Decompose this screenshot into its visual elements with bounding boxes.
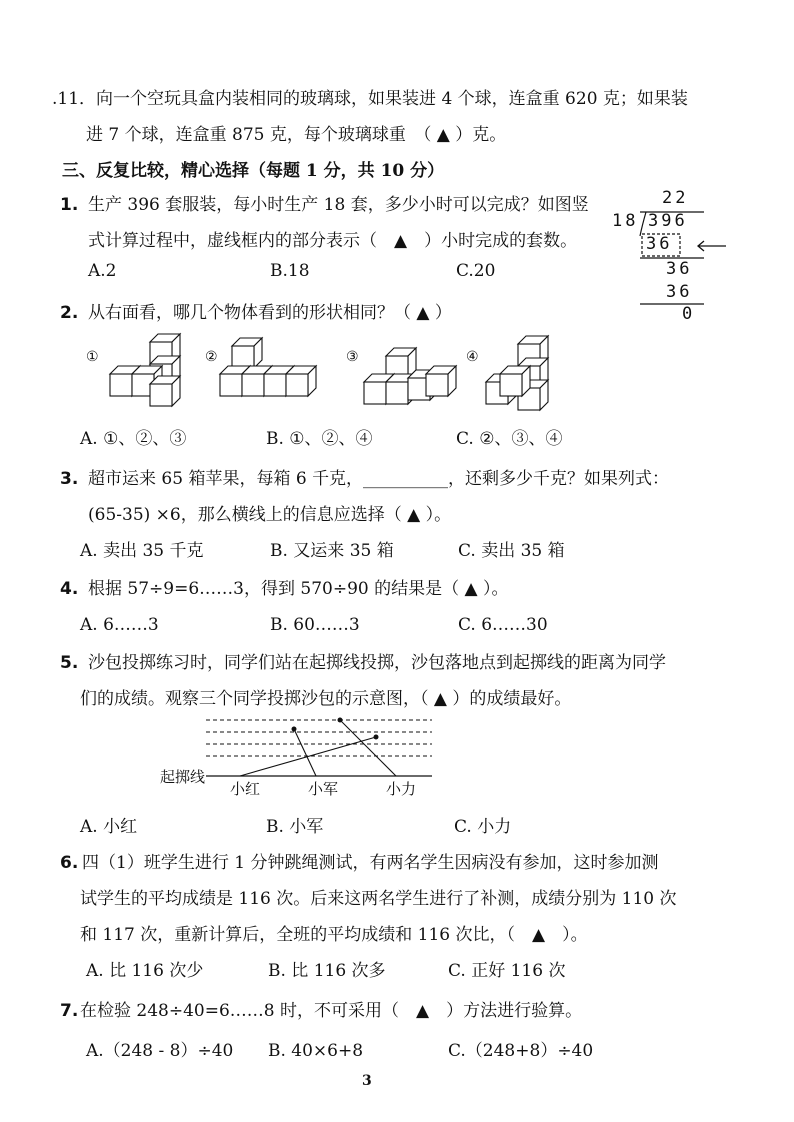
- name-xiaojun: 小军: [308, 780, 339, 798]
- q7-number: 7.: [60, 1001, 79, 1021]
- q5-option-b: B. 小军: [266, 817, 324, 837]
- q6-option-b: B. 比 116 次多: [268, 961, 386, 981]
- q5-line1: 沙包投掷练习时，同学们站在起掷线投掷，沙包落地点到起掷线的距离为同学: [88, 653, 666, 673]
- q1-option-a: A.2: [88, 261, 117, 281]
- q4-option-b: B. 60……3: [270, 615, 360, 635]
- q6-option-a: A. 比 116 次少: [86, 961, 204, 981]
- section-title: 三、反复比较，精心选择（每题 1 分，共 10 分）: [62, 161, 445, 181]
- q3-option-b: B. 又运来 35 箱: [270, 541, 394, 561]
- cube-figures: [100, 330, 700, 410]
- q11-line1: .11．向一个空玩具盒内装相同的玻璃球，如果装进 4 个球，连盒重 620 克；如果装: [52, 89, 688, 109]
- division-quotient: 22: [662, 188, 689, 208]
- q4-option-a: A. 6……3: [80, 615, 159, 635]
- name-xiaohong: 小红: [230, 780, 261, 798]
- q1-option-c: C.20: [456, 261, 496, 281]
- q3-option-a: A. 卖出 35 千克: [80, 541, 204, 561]
- start-line-label: 起掷线: [160, 768, 206, 786]
- division-divisor: 18: [612, 211, 639, 231]
- figure-2-cubes: [220, 338, 316, 396]
- division-lines: [612, 186, 722, 326]
- division-step2: 36: [666, 259, 693, 279]
- figure-4-label: ④: [466, 349, 479, 365]
- q1-option-b: B.18: [270, 261, 310, 281]
- q5-number: 5.: [60, 653, 79, 673]
- division-step3: 36: [666, 282, 693, 302]
- q2-number: 2.: [60, 303, 79, 323]
- q7-line1: 在检验 248÷40=6……8 时，不可采用（ ▲ ）方法进行验算。: [80, 1001, 583, 1021]
- figure-4-cubes: [486, 336, 548, 410]
- q2-option-a: A. ①、②、③: [80, 429, 187, 449]
- division-dividend: 396: [648, 211, 688, 231]
- q5-option-a: A. 小红: [80, 817, 138, 837]
- q6-number: 6.: [60, 853, 79, 873]
- figure-1-label: ①: [86, 349, 99, 365]
- throw-diagram: [200, 712, 440, 792]
- q4-option-c: C. 6……30: [458, 615, 548, 635]
- q6-line3: 和 117 次，重新计算后，全班的平均成绩和 116 次比，（ ▲ ）。: [80, 925, 588, 945]
- q3-line1: 超市运来 65 箱苹果，每箱 6 千克，__________，还剩多少千克？如果列式：: [88, 469, 670, 489]
- q3-option-c: C. 卖出 35 箱: [458, 541, 565, 561]
- q6-line2: 试学生的平均成绩是 116 次。后来这两名学生进行了补测，成绩分别为 110 次: [80, 889, 677, 909]
- figure-1-cubes: [110, 334, 180, 406]
- q5-line2: 们的成绩。观察三个同学投掷沙包的示意图，（ ▲ ）的成绩最好。: [80, 689, 572, 709]
- q5-option-c: C. 小力: [454, 817, 512, 837]
- q3-number: 3.: [60, 469, 79, 489]
- q11-line2: 进 7 个球，连盒重 875 克，每个玻璃球重 （ ▲ ）克。: [86, 125, 507, 145]
- figure-3-cubes: [364, 348, 456, 404]
- q6-option-c: C. 正好 116 次: [448, 961, 566, 981]
- figure-3-label: ③: [346, 349, 359, 365]
- long-division: [612, 186, 712, 326]
- q3-line2: (65-35) ×6，那么横线上的信息应选择（ ▲ ）。: [88, 505, 452, 525]
- q2-option-b: B. ①、②、④: [266, 429, 373, 449]
- q1-line1: 生产 396 套服装，每小时生产 18 套，多少小时可以完成？如图竖: [88, 195, 589, 215]
- q7-option-b: B. 40×6+8: [268, 1041, 364, 1061]
- q4-line1: 根据 57÷9=6……3，得到 570÷90 的结果是（ ▲ ）。: [88, 579, 509, 599]
- q2-option-c: C. ②、③、④: [456, 429, 563, 449]
- arrow-left-icon: [692, 236, 732, 256]
- page-number: 3: [362, 1073, 372, 1089]
- division-remainder: 0: [682, 304, 693, 324]
- q7-option-c: C.（248+8）÷40: [448, 1041, 594, 1061]
- q2-line1: 从右面看，哪几个物体看到的形状相同？（ ▲ ）: [88, 303, 452, 323]
- division-step1: 36: [646, 234, 673, 254]
- q6-line1: 四（1）班学生进行 1 分钟跳绳测试，有两名学生因病没有参加，这时参加测: [82, 853, 659, 873]
- q1-number: 1.: [60, 195, 79, 215]
- q7-option-a: A.（248 - 8）÷40: [86, 1041, 234, 1061]
- name-xiaoli: 小力: [386, 780, 417, 798]
- q4-number: 4.: [60, 579, 79, 599]
- q1-line2: 式计算过程中，虚线框内的部分表示（ ▲ ）小时完成的套数。: [88, 231, 578, 251]
- figure-2-label: ②: [205, 349, 218, 365]
